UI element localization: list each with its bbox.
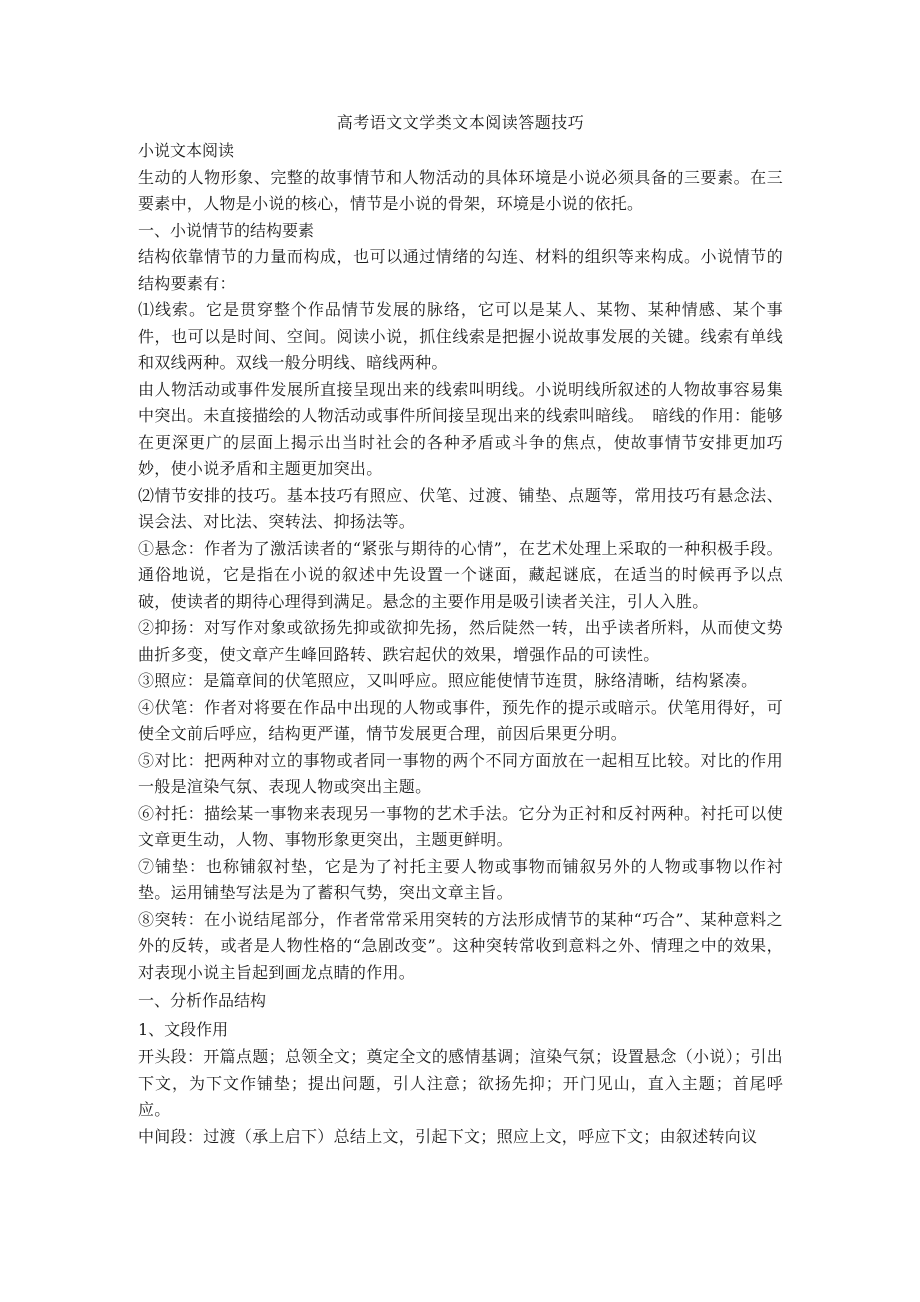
clue-paragraph: ⑴线索。它是贯穿整个作品情节发展的脉络，它可以是某人、某物、某种情感、某个事件，也可以是时间、空间。阅读小说，抓住线索是把握小说故事发展的关键。线索有单线和双线两种。双线一般分明线、暗线两种。 <box>138 300 783 372</box>
technique-item: ⑦铺垫：也称铺叙衬垫，它是为了衬托主要人物或事物而铺叙另外的人物或事物以作衬垫。运用铺垫写法是为了蓄积气势，突出文章主旨。 <box>138 856 783 902</box>
document-title: 高考语文文学类文本阅读答题技巧 <box>336 113 585 132</box>
technique-item: ⑤对比：把两种对立的事物或者同一事物的两个不同方面放在一起相互比较。对比的作用一般是渲染气氛、表现人物或突出主题。 <box>138 750 783 796</box>
section1-intro: 结构依靠情节的力量而构成，也可以通过情绪的勾连、材料的组织等来构成。小说情节的结构要素有： <box>138 247 783 293</box>
technique-item: ①悬念：作者为了激活读者的“紧张与期待的心情”，在艺术处理上采取的一种积极手段。通俗地说，它是指在小说的叙述中先设置一个谜面，藏起谜底，在适当的时候再予以点破，使读者的期待心理得到满足。悬念的主要作用是吸引读者关注，引人入胜。 <box>138 538 783 611</box>
middle-paragraph: 中间段：过渡（承上启下）总结上文，引起下文；照应上文，呼应下文；由叙述转向议 <box>138 1126 758 1146</box>
opening-paragraph: 开头段：开篇点题；总领全文；奠定全文的感情基调；渲染气氛；设置悬念（小说）；引出下文，为下文作铺垫；提出问题，引人注意；欲扬先抑；开门见山，直入主题；首尾呼应。 <box>138 1047 783 1119</box>
subtitle: 小说文本阅读 <box>138 141 235 160</box>
technique-item: ⑥衬托：描绘某一事物来表现另一事物的艺术手法。它分为正衬和反衬两种。衬托可以使文章更生动，人物、事物形象更突出，主题更鲜明。 <box>138 803 783 849</box>
document-page <box>138 108 783 1150</box>
intro-paragraph: 生动的人物形象、完整的故事情节和人物活动的具体环境是小说必须具备的三要素。在三要素中，人物是小说的核心，情节是小说的骨架，环境是小说的依托。 <box>138 167 783 213</box>
technique-item: ②抑扬：对写作对象或欲扬先抑或欲抑先扬，然后陡然一转，出乎读者所料，从而使文势曲折多变，使文章产生峰回路转、跌宕起伏的效果，增强作品的可读性。 <box>138 618 783 664</box>
technique-item: ③照应：是篇章间的伏笔照应，又叫呼应。照应能使情节连贯，脉络清晰，结构紧凑。 <box>138 671 758 690</box>
clue-detail-paragraph: 由人物活动或事件发展所直接呈现出来的线索叫明线。小说明线所叙述的人物故事容易集中突出。未直接描绘的人物活动或事件所间接呈现出来的线索叫暗线。 暗线的作用：能够在更深更广的层面上揭示出当时社会的各种矛盾或斗争的焦点，使故事情节安排更加巧妙，使小说矛盾和主题更加突出。 <box>138 379 783 478</box>
techniques-paragraph: ⑵情节安排的技巧。基本技巧有照应、伏笔、过渡、铺垫、点题等，常用技巧有悬念法、误会法、对比法、突转法、抑扬法等。 <box>138 485 783 531</box>
section2-title: 一、分析作品结构 <box>138 991 267 1010</box>
technique-item: ⑧突转：在小说结尾部分，作者常常采用突转的方法形成情节的某种“巧合”、某种意料之外的反转，或者是人物性格的“急剧改变”。这种突转常收到意料之外、情理之中的效果，对表现小说主旨起到画龙点睛的作用。 <box>138 909 783 982</box>
section1-title: 一、小说情节的结构要素 <box>138 220 315 240</box>
technique-item: ④伏笔：作者对将要在作品中出现的人物或事件，预先作的提示或暗示。伏笔用得好，可使全文前后呼应，结构更严谨，情节发展更合理，前因后果更分明。 <box>138 697 783 743</box>
sub1-title: 1、文段作用 <box>138 1020 229 1039</box>
